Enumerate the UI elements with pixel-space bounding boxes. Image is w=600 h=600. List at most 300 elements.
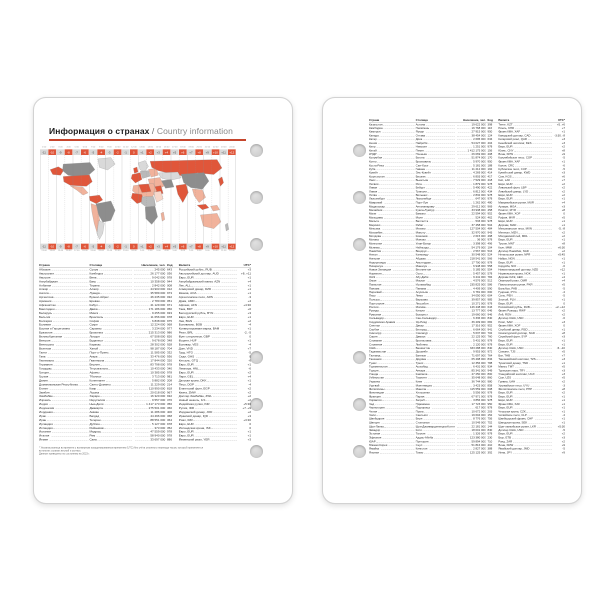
table-cell: 858 — [487, 383, 493, 387]
timezone-cell: +4 — [162, 244, 170, 250]
table-cell: Сенегал — [369, 323, 381, 328]
table-cell: Бат, THB — [498, 353, 511, 358]
table-cell: 83 798 000 — [150, 362, 166, 367]
table-cell: 524 — [487, 253, 493, 257]
table-cell: Тунис — [415, 361, 424, 365]
table-row — [369, 450, 565, 454]
table-cell: 978 — [167, 275, 173, 279]
table-cell: 756 — [487, 417, 493, 421]
table-cell: 2 832 000 — [473, 193, 486, 197]
table-cell: Туркменистан — [369, 364, 388, 369]
table-cell: Бамако — [415, 212, 426, 216]
table-cell: 978 — [487, 338, 493, 343]
table-cell: 978 — [487, 391, 493, 395]
table-cell: Япония — [369, 450, 379, 455]
table-cell: 392 — [487, 450, 493, 455]
table-cell: Дамаск — [415, 335, 426, 339]
table-cell: Яунде — [415, 129, 424, 134]
table-cell: Кигали — [415, 308, 425, 313]
table-cell: 19 604 000 — [471, 413, 486, 417]
table-cell: +5:30 — [557, 424, 565, 428]
timezone-label: 20:00 — [98, 249, 104, 252]
table-cell: 3 713 000 — [151, 374, 166, 378]
table-cell: Уганда — [369, 372, 379, 376]
table-cell: Панама — [415, 286, 427, 290]
table-cell: Абхазия — [39, 267, 51, 271]
table-cell: Евро, EUR — [498, 405, 513, 410]
table-cell: 978 — [487, 219, 493, 223]
table-cell: 498 — [487, 234, 493, 238]
table-cell: Вашингтон — [415, 346, 431, 350]
timezone-cell: +11 — [221, 244, 226, 249]
table-cell: Багдад — [89, 414, 100, 418]
table-cell: 152 — [487, 413, 493, 417]
table-cell: Тугрик, MNT — [498, 241, 515, 246]
table-cell: Кыргызстан — [369, 174, 385, 179]
table-cell: 834 — [487, 357, 493, 361]
table-cell: Каракас — [89, 342, 101, 347]
table-cell: 203 — [487, 409, 493, 414]
table-cell: Ливанский фунт, LBP — [498, 185, 527, 190]
table-cell: 123 380 000 — [469, 435, 486, 440]
table-cell: Марокко — [369, 223, 381, 227]
table-cell: Евро, EUR — [178, 315, 194, 319]
table-cell: +1 — [561, 361, 565, 365]
table-cell: 5 490 000 — [473, 185, 486, 190]
table-cell: Швейцарский франк, CHF — [498, 417, 533, 421]
table-cell: Вьетнам — [39, 346, 51, 351]
table-cell: Конвертируемая марка, BAM — [178, 327, 220, 331]
timezone-label: 9:00 — [205, 249, 210, 252]
timezone-label: 14:00 — [49, 249, 55, 252]
table-cell: 35 648 000 — [471, 376, 486, 380]
timezone-label: 1:00 — [139, 249, 145, 252]
table-cell: 586 — [487, 282, 493, 287]
organizer-page-right — [322, 97, 582, 504]
table-cell: Рейкьявик — [89, 426, 104, 430]
table-cell: Испания — [39, 430, 51, 434]
table-cell: 710 — [487, 439, 493, 443]
table-cell: 978 — [167, 362, 173, 367]
table-cell: Виндхук — [415, 249, 427, 253]
table-cell: Чешская крона, CZK — [498, 409, 526, 414]
table-cell: Евро, EUR — [178, 434, 194, 438]
table-cell: Нейпьидо — [415, 245, 429, 249]
table-cell: Лиссабон — [415, 301, 429, 305]
timezone-cell: -7 — [73, 149, 81, 155]
table-cell: Греция — [39, 370, 49, 375]
table-cell: 978 — [487, 144, 493, 149]
table-cell: +2 — [561, 185, 565, 190]
table-cell: Таллин — [415, 432, 426, 436]
table-cell: Минск — [89, 311, 99, 315]
timezone-cell: +2 — [146, 149, 154, 155]
table-cell: 360 — [167, 406, 173, 410]
table-cell: 2 615 000 — [473, 234, 486, 238]
table-cell: 981 — [167, 374, 173, 378]
table-cell: 27 915 000 — [471, 129, 486, 134]
table-cell: Претория — [415, 439, 429, 443]
table-cell: 977 — [167, 327, 173, 331]
timezone-label: 23:00 — [221, 146, 227, 149]
table-cell: Братислава — [415, 338, 432, 343]
table-cell: Израиль — [39, 398, 51, 402]
table-cell: 104 — [487, 245, 493, 249]
table-cell: Норвегия — [369, 271, 382, 276]
table-cell: -4 — [562, 290, 565, 294]
table-cell: Бангкок — [415, 353, 426, 358]
timezone-label: 14:00 — [147, 146, 153, 149]
table-cell: 934 — [487, 364, 493, 369]
table-cell: +1 — [561, 420, 565, 425]
table-cell: 0 — [563, 301, 565, 305]
table-cell: 46 235 000 — [150, 295, 166, 299]
table-cell: 188 — [487, 163, 493, 167]
table-cell: 373 000 — [154, 426, 166, 430]
table-cell: Найроби — [415, 141, 428, 145]
table-cell: 146 448 000 — [469, 305, 486, 309]
table-cell: Порт-о-Пренс — [89, 350, 109, 355]
timezone-cell: -2 — [113, 244, 121, 250]
table-cell: -4 — [562, 413, 565, 417]
table-cell: +2 — [247, 319, 251, 323]
table-cell: Манила — [415, 387, 427, 391]
table-cell: +3 — [561, 435, 565, 440]
table-cell: Тунисский динар, TND — [498, 361, 529, 365]
table-cell: Лаос — [369, 178, 376, 182]
timezone-label: 10:00 — [212, 249, 219, 252]
timezone-cell: -11 — [40, 244, 48, 250]
table-cell: Белорусский рубль, BYN — [178, 311, 214, 315]
table-cell: 11 656 000 — [150, 315, 166, 319]
table-cell: Таджикистан — [369, 350, 387, 354]
table-cell: Люксембург — [369, 197, 385, 201]
table-cell: +2 — [561, 189, 565, 193]
table-cell: Маврикийская рупия, MUR — [498, 200, 534, 205]
table-cell: Тбилиси — [89, 374, 102, 378]
countries-table-left — [39, 263, 251, 443]
table-cell: +6 — [247, 307, 251, 311]
table-cell: +1 — [247, 283, 251, 287]
table-cell: Исламабад — [415, 282, 431, 287]
table-cell: +2 — [561, 182, 565, 186]
table-cell: 5 882 000 — [151, 378, 166, 382]
timezone-label: 3:00 — [58, 146, 63, 149]
table-cell: Малайзия — [369, 208, 383, 212]
table-cell: -4 — [248, 342, 251, 347]
table-cell: -3:30..-8 — [554, 133, 565, 138]
table-cell: Кубинское песо, CUP — [498, 167, 527, 171]
table-cell: Реал, BRL — [178, 331, 194, 335]
table-cell: 275 501 000 — [148, 406, 166, 410]
timezone-cell: +10 — [213, 150, 218, 154]
table-cell: Дакка — [89, 307, 98, 311]
table-cell: Франк КФА, XOF — [498, 212, 521, 216]
table-cell: 10 358 000 — [150, 279, 166, 283]
table-cell: 218 541 000 — [469, 256, 486, 261]
table-cell: 414 — [487, 171, 493, 175]
table-cell: Амман — [89, 410, 99, 414]
table-cell: 5 556 000 — [473, 391, 486, 395]
table-cell: Канадский доллар, CAD — [498, 133, 531, 138]
table-cell: 19 660 000 — [471, 312, 486, 317]
table-cell: Дакар — [415, 323, 424, 328]
table-cell: Любляна — [415, 342, 428, 346]
table-cell: +8 — [561, 241, 565, 246]
table-cell: +1 — [561, 327, 565, 331]
organizer-page-left — [33, 97, 293, 504]
table-cell: +3 — [561, 357, 565, 361]
table-cell: 985 — [487, 297, 493, 302]
table-cell: 784 — [487, 275, 493, 279]
table-cell: Бразилиа — [89, 331, 103, 335]
table-cell: +2 — [561, 193, 565, 197]
timezone-cell: +6 — [179, 244, 187, 250]
table-cell: 356 — [167, 402, 173, 406]
table-cell: 4 409 000 — [473, 286, 486, 290]
table-cell: 171 186 000 — [148, 307, 166, 311]
timezone-cell: -2 — [113, 149, 121, 155]
table-cell: Сана — [89, 438, 97, 442]
table-cell: Таиланд — [369, 353, 381, 358]
timezone-label: 6:00 — [180, 249, 186, 252]
table-cell: Франк Руанды, RWF — [498, 308, 526, 313]
table-cell: 458 — [487, 208, 493, 212]
table-cell: Гуарани, PYG — [498, 290, 517, 294]
table-cell: Париж — [415, 394, 425, 399]
table-cell: 6 336 000 — [473, 316, 486, 320]
table-cell: 5 431 000 — [473, 338, 486, 343]
table-cell: Ташкент — [415, 376, 427, 380]
table-cell: Амстердам — [415, 260, 431, 264]
table-cell: Руанда — [369, 308, 379, 313]
table-cell: 410 — [487, 443, 493, 447]
table-cell: Алжир — [39, 287, 49, 291]
table-cell: Танзанийский шиллинг, TZS — [498, 357, 536, 361]
table-cell: Иерусалим — [89, 398, 106, 402]
table-cell: +2 — [247, 394, 251, 398]
table-cell: 840 — [487, 428, 493, 432]
table-cell: Мальдивы — [369, 215, 384, 220]
table-cell: 10 385 000 — [150, 370, 166, 375]
table-cell: +7..+9 — [242, 406, 251, 410]
table-cell: Абу-Даби — [415, 275, 429, 279]
table-cell: 10 271 000 — [471, 301, 486, 305]
page-title-en: Country information — [156, 126, 233, 136]
timezone-cell: -8 — [64, 244, 72, 250]
table-cell: Филиппины — [369, 387, 385, 391]
table-cell: 682 — [487, 320, 493, 324]
timezone-cell: +8 — [195, 149, 203, 155]
table-cell: Ирак — [39, 414, 46, 418]
table-cell: +5 — [561, 350, 565, 354]
table-cell: +4 — [247, 299, 251, 303]
header-country: Страна — [39, 263, 50, 267]
table-cell: Кьят, MMK — [498, 245, 513, 249]
table-cell: +1 — [561, 402, 565, 406]
table-cell: Кип, LAK — [498, 178, 511, 182]
table-cell: Осло — [415, 271, 423, 276]
table-cell: Рупия, IDR — [178, 406, 195, 410]
table-cell: 971 — [167, 303, 173, 307]
table-cell: 1 412 175 000 — [467, 148, 486, 152]
table-cell: Афгани, AFN — [178, 303, 197, 307]
table-cell: 800 — [487, 372, 493, 376]
table-cell: Камерун — [369, 129, 381, 134]
timezone-cell: +8 — [195, 244, 203, 250]
table-cell: 41 129 000 — [150, 303, 166, 307]
table-cell: Зимбабве — [39, 394, 53, 398]
world-map-svg — [40, 155, 236, 244]
timezone-cell: +6 — [179, 149, 187, 155]
table-cell: Дублин — [89, 422, 100, 426]
table-cell: Исландская крона, ISK — [178, 426, 211, 430]
table-cell: 5 181 000 — [473, 163, 486, 167]
timezone-label: 5:00 — [172, 249, 177, 252]
table-cell: 1 326 000 — [473, 432, 486, 436]
table-cell: -5..-8 — [558, 226, 565, 231]
table-cell: Чилийское песо, CLP — [498, 413, 527, 417]
table-cell: Шри-Джаяварденепура-Котте — [415, 424, 455, 428]
table-cell: 0 — [249, 426, 251, 430]
table-cell: Фунт стерлингов, GBP — [178, 335, 210, 339]
table-cell: Евро, EUR — [498, 182, 513, 186]
table-cell: 51 874 000 — [471, 156, 486, 160]
timezone-cell: -7 — [73, 244, 81, 250]
table-cell: +4 — [247, 374, 251, 378]
table-cell: 480 — [487, 200, 493, 205]
table-cell: Мексиканское песо, MXN — [498, 226, 532, 231]
timezone-cell: -1 — [122, 149, 130, 155]
table-cell: 35 589 000 — [150, 291, 166, 295]
table-cell: Манагуа — [415, 264, 427, 268]
table-cell: Евро, EUR — [498, 260, 513, 264]
timezone-label: 6:00 — [82, 146, 88, 149]
table-cell: -3 — [248, 295, 251, 299]
table-cell: Франк КФА, XOF — [498, 323, 521, 328]
timezone-label: 13:00 — [139, 146, 145, 149]
table-cell: 3 398 000 — [473, 241, 486, 246]
table-cell: София — [89, 319, 100, 323]
table-cell: +8 — [561, 208, 565, 212]
table-cell: Кордоба, NIO — [498, 264, 517, 268]
table-cell: 408 — [487, 152, 493, 156]
table-cell: Индия — [39, 402, 48, 406]
table-cell: 050 — [167, 307, 173, 311]
table-cell: 933 — [167, 311, 173, 315]
timezone-cell: -4 — [97, 244, 105, 250]
timezone-label: 5:00 — [74, 146, 79, 149]
table-cell: Бейрут — [415, 185, 426, 190]
table-cell: Маврикий — [369, 200, 383, 205]
world-map — [40, 155, 236, 244]
table-cell: 127 504 000 — [469, 226, 486, 231]
table-cell: 012 — [167, 287, 173, 291]
table-cell: -5 — [562, 167, 565, 171]
table-cell: Египетский фунт, EGP — [178, 386, 210, 390]
table-cell: Австрия — [39, 275, 51, 279]
table-cell: +1 — [561, 417, 565, 421]
table-row — [39, 438, 251, 442]
timezone-cell: -8 — [64, 149, 72, 155]
table-cell: Эр-Рияд — [415, 320, 427, 324]
table-cell: +1 — [561, 260, 565, 264]
table-cell: Венесуэла — [39, 342, 54, 347]
table-cell: +2 — [561, 432, 565, 436]
table-cell: +1 — [561, 159, 565, 164]
table-cell: +1 — [247, 362, 251, 367]
table-cell: 22 181 000 — [471, 424, 486, 428]
table-cell: Загреб — [415, 398, 425, 402]
table-cell: 320 — [167, 358, 173, 363]
table-cell: 9 557 000 — [151, 398, 166, 402]
table-cell: Джакарта — [89, 406, 103, 410]
table-cell: Доллар США, USD — [498, 428, 524, 432]
page-title — [49, 126, 251, 136]
table-cell: 973 — [167, 291, 173, 295]
table-cell: Мехико — [415, 226, 426, 231]
table-cell: Гаити — [39, 350, 47, 355]
timezone-label: 21:00 — [106, 249, 113, 252]
table-cell: Хорватия — [369, 398, 382, 402]
header-capital: Столица — [89, 263, 103, 267]
table-cell: Мексика — [369, 226, 381, 231]
punch-hole — [353, 398, 366, 411]
table-cell: Евро, EUR — [498, 301, 513, 305]
table-cell: +3:30 — [243, 418, 251, 422]
table-cell: Словения — [369, 342, 383, 346]
table-cell: +7 — [561, 126, 565, 130]
table-cell: Гана — [39, 354, 46, 359]
table-cell: Албания — [39, 283, 52, 287]
table-cell: 17 723 000 — [471, 402, 486, 406]
table-cell: -5..-10 — [556, 346, 565, 350]
table-cell: Лев, BGN — [178, 319, 193, 323]
table-cell: +1 — [561, 394, 565, 399]
timezone-cell: -3 — [105, 244, 113, 250]
table-cell: 7 529 000 — [473, 178, 486, 182]
table-cell: 10 672 000 — [471, 409, 486, 414]
table-cell: 28 302 000 — [150, 342, 166, 347]
table-cell: Евро, EUR — [498, 394, 513, 399]
table-cell: Евро, EUR — [498, 398, 513, 402]
table-cell: 952 — [487, 212, 493, 216]
table-cell: Ереван — [89, 299, 100, 303]
table-cell: -5 — [562, 294, 565, 298]
table-cell: Лемпира, HNL — [178, 366, 199, 371]
table-cell: 10 549 000 — [471, 420, 486, 425]
timezone-cell: -6 — [81, 244, 89, 250]
table-cell: 2 842 000 — [151, 283, 166, 287]
table-cell: 0 — [249, 422, 251, 426]
timezone-cell: +4 — [162, 149, 170, 155]
table-cell: -6 — [562, 316, 565, 320]
table-cell: 533 000 — [475, 219, 486, 223]
table-cell: Дирхам, MAD — [498, 223, 517, 227]
table-cell: 932 — [167, 394, 173, 398]
timezone-label: 2:00 — [50, 146, 55, 149]
timezone-label: 22:00 — [212, 146, 219, 149]
table-cell: Нджамена — [415, 402, 430, 406]
table-cell: 11 286 000 — [150, 410, 166, 414]
table-cell: 36 744 000 — [471, 379, 486, 384]
table-cell: Душанбе — [415, 350, 428, 354]
table-cell: Мапуту — [415, 230, 426, 235]
timezone-cell: -10 — [48, 244, 56, 250]
table-cell: Белград — [415, 327, 427, 331]
table-cell: 554 — [487, 267, 493, 272]
table-cell: Танзания — [369, 357, 382, 361]
